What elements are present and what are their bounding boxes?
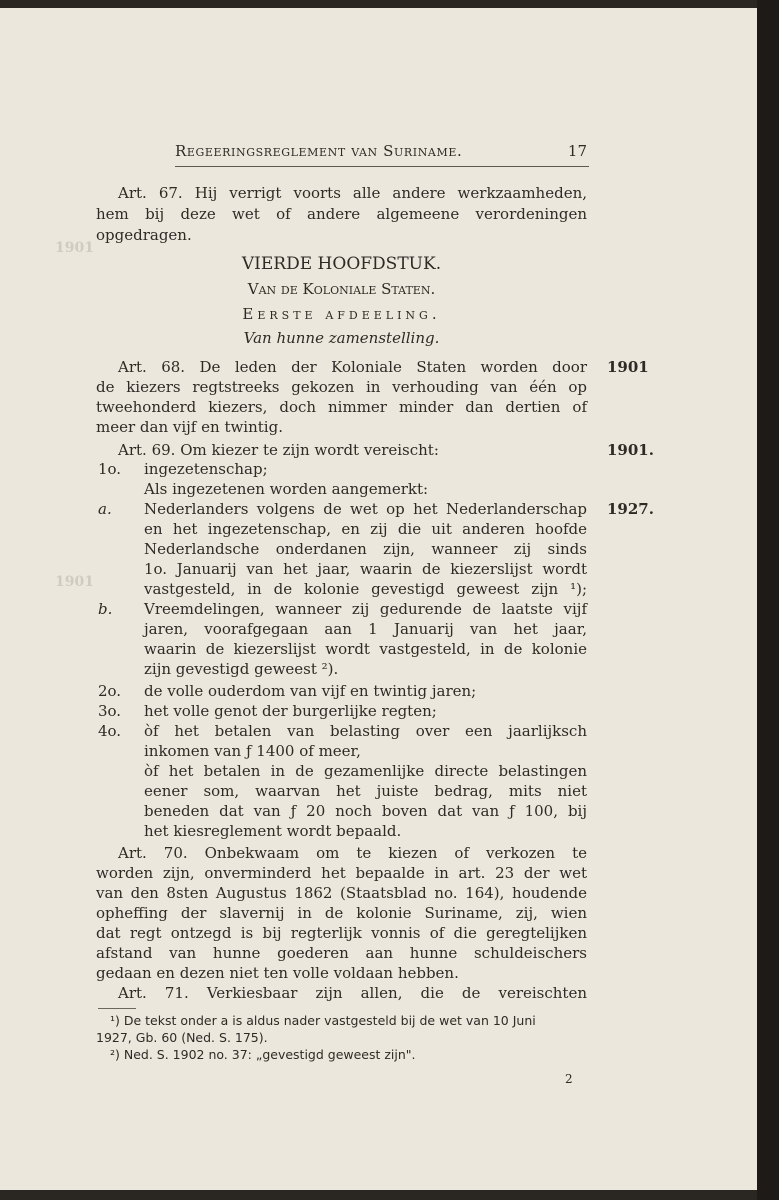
item-marker: b. — [98, 600, 113, 618]
art69-4-line-3: òf het betalen in de gezamenlijke directe belastingen — [144, 762, 587, 780]
footnote-rule — [98, 1008, 136, 1009]
header-title: Regeeringsreglement van Suriname. — [175, 142, 463, 160]
art69-4-line-4: eener som, waarvan het juiste bedrag, mits niet — [144, 782, 587, 800]
margin-year: 1901. — [607, 441, 654, 459]
art69-a-line-5: vastgesteld, in de kolonie gevestigd geweest zijn ¹); — [144, 580, 587, 598]
art68-line-1: Art. 68. De leden der Koloniale Staten worden door — [118, 358, 587, 376]
art69-b-line-3: waarin de kiezerslijst wordt vastgesteld, in de kolonie — [144, 640, 587, 658]
art70-line-3: van den 8sten Augustus 1862 (Staatsblad no. 164), houdende — [96, 884, 587, 902]
art70-line-7: gedaan en dezen niet ten volle voldaan hebben. — [96, 964, 459, 982]
art69-b-line-1: Vreemdelingen, wanneer zij gedurende de laatste vijf — [144, 600, 587, 618]
item-marker: 3o. — [98, 702, 122, 720]
art70-line-4: opheffing der slavernij in de kolonie Suriname, zij, wien — [96, 904, 587, 922]
bleed-through-text: 1901 — [55, 240, 94, 256]
art69-4-line-6: het kiesreglement wordt bepaald. — [144, 822, 402, 840]
art68-line-4: meer dan vijf en twintig. — [96, 418, 283, 436]
item-marker: 4o. — [98, 722, 122, 740]
art69-4-line-5: beneden dat van ƒ 20 noch boven dat van ƒ 100, bij — [144, 802, 587, 820]
art67-line-2: hem bij deze wet of andere algemeene verordeningen — [96, 205, 587, 223]
art69-a-line-1: Nederlanders volgens de wet op het Nederlanderschap — [144, 500, 587, 518]
art69-line-1: Art. 69. Om kiezer te zijn wordt vereischt: — [118, 441, 439, 459]
art69-4-line-1: òf het betalen van belasting over een jaarlijksch — [144, 722, 587, 740]
item-marker: 2o. — [98, 682, 122, 700]
art69-a-line-2: en het ingezetenschap, en zij die uit anderen hoofde — [144, 520, 587, 538]
bleed-through-text: 1901 — [55, 574, 94, 590]
art70-line-2: worden zijn, onverminderd het bepaalde in art. 23 der wet — [96, 864, 587, 882]
art71-line-1: Art. 71. Verkiesbaar zijn allen, die de vereischten — [118, 984, 587, 1002]
art69-b-line-4: zijn gevestigd geweest ²). — [144, 660, 339, 678]
footnote-1-cont: 1927, Gb. 60 (Ned. S. 175). — [96, 1030, 268, 1045]
margin-year: 1927. — [607, 500, 654, 518]
footnote-1: ¹) De tekst onder a is aldus nader vastgesteld bij de wet van 10 Juni — [110, 1013, 536, 1028]
chapter-heading: VIERDE HOOFDSTUK. — [241, 254, 442, 274]
art70-line-6: afstand van hunne goederen aan hunne schuldeischers — [96, 944, 587, 962]
art69-item-3: het volle genot der burgerlijke regten; — [144, 702, 437, 720]
art69-b-line-2: jaren, voorafgegaan aan 1 Januarij van het jaar, — [144, 620, 587, 638]
page-number: 17 — [567, 142, 587, 160]
art67-line-1: Art. 67. Hij verrigt voorts alle andere werkzaamheden, — [118, 184, 587, 202]
art69-4-line-2: inkomen van ƒ 1400 of meer, — [144, 742, 361, 760]
art69-a-line-3: Nederlandsche onderdanen zijn, wanneer zij sinds — [144, 540, 587, 558]
scanned-page — [0, 8, 757, 1190]
art69-item-1: ingezetenschap; — [144, 460, 268, 478]
art69-item-2: de volle ouderdom van vijf en twintig jaren; — [144, 682, 477, 700]
margin-year: 1901 — [607, 358, 649, 376]
section-subtitle: Van hunne zamenstelling. — [243, 329, 440, 347]
chapter-subtitle: Van de Koloniale Staten. — [247, 280, 436, 298]
art70-line-1: Art. 70. Onbekwaam om te kiezen of verkozen te — [118, 844, 587, 862]
art68-line-3: tweehonderd kiezers, doch nimmer minder dan dertien of — [96, 398, 587, 416]
item-marker: 1o. — [98, 460, 122, 478]
art68-line-2: de kiezers regtstreeks gekozen in verhouding van één op — [96, 378, 587, 396]
footnote-2: ²) Ned. S. 1902 no. 37: „gevestigd geweest zijn". — [110, 1047, 416, 1062]
item-marker: a. — [98, 500, 112, 518]
running-header — [175, 142, 589, 167]
page-shadow-edge — [757, 0, 779, 1200]
signature-mark: 2 — [565, 1072, 573, 1086]
art69-line: Als ingezetenen worden aangemerkt: — [144, 480, 429, 498]
art69-a-line-4: 1o. Januarij van het jaar, waarin de kiezerslijst wordt — [144, 560, 587, 578]
art70-line-5: dat regt ontzegd is bij regterlijk vonnis of die geregtelijken — [96, 924, 587, 942]
section-heading: Eerste afdeeling. — [242, 305, 441, 323]
art67-line-3: opgedragen. — [96, 226, 192, 244]
